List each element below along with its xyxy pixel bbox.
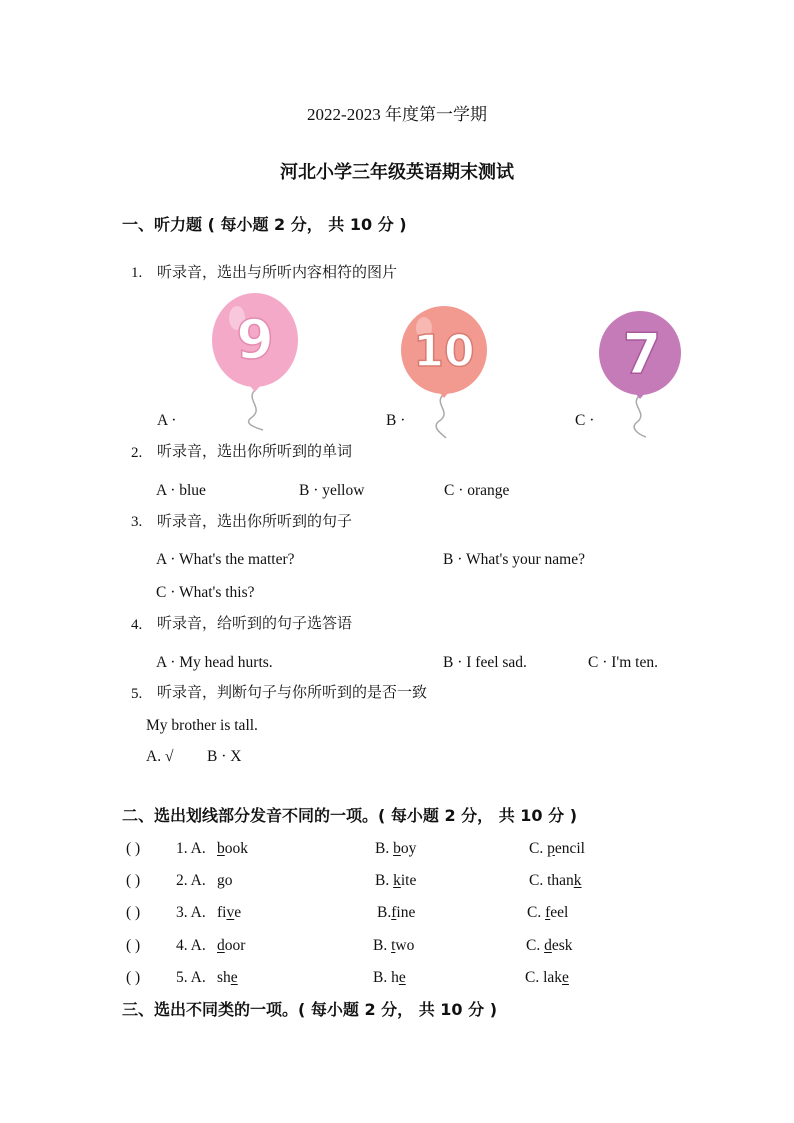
exam-term-title: 2022-2023 年度第一学期 xyxy=(307,105,487,124)
q5-option-a: A. √ xyxy=(146,748,174,765)
section-2-heading: 二、选出划线部分发音不同的一项。( 每小题 2 分， 共 10 分 ) xyxy=(122,806,578,825)
row3-option-b: B.fine xyxy=(377,904,416,921)
row-number: 1. A. xyxy=(176,840,206,857)
row-number: 3. A. xyxy=(176,904,206,921)
row2-option-b: B. kite xyxy=(375,872,417,889)
row4-option-b: B. two xyxy=(373,937,415,954)
q1-text: 听录音，选出与所听内容相符的图片 xyxy=(157,263,398,281)
q4-option-a: A · My head hurts. xyxy=(156,654,273,671)
q4-option-c: C · I'm ten. xyxy=(588,654,658,671)
q5-option-b: B · X xyxy=(207,748,242,765)
row4-option-a: door xyxy=(217,937,246,954)
row1-option-c: C. pencil xyxy=(529,840,585,857)
q4-number: 4. xyxy=(131,617,143,633)
row5-option-a: she xyxy=(217,969,238,986)
q3-text: 听录音，选出你所听到的句子 xyxy=(157,512,353,530)
q5-number: 5. xyxy=(131,686,143,702)
answer-bracket: ( ) xyxy=(126,872,141,889)
q1-number: 1. xyxy=(131,265,143,281)
row5-option-b: B. he xyxy=(373,969,406,986)
q2-option-c: C · orange xyxy=(444,482,510,499)
row-number: 4. A. xyxy=(176,937,206,954)
row-number: 5. A. xyxy=(176,969,206,986)
balloon-9-image xyxy=(205,290,305,435)
q4-option-b: B · I feel sad. xyxy=(443,654,527,671)
row3-option-a: five xyxy=(217,904,242,921)
q5-sentence: My brother is tall. xyxy=(146,717,258,734)
q1-option-a: A · xyxy=(157,412,177,429)
answer-bracket: ( ) xyxy=(126,840,141,857)
balloon-9-label: 9 xyxy=(236,308,274,371)
row1-option-b: B. boy xyxy=(375,840,417,857)
exam-main-title: 河北小学三年级英语期末测试 xyxy=(280,162,514,183)
q2-option-a: A · blue xyxy=(156,482,206,499)
balloon-10-label: 10 xyxy=(413,326,475,377)
answer-bracket: ( ) xyxy=(126,904,141,921)
q5-text: 听录音，判断句子与你所听到的是否一致 xyxy=(157,683,428,701)
q3-option-b: B · What's your name? xyxy=(443,551,585,568)
answer-bracket: ( ) xyxy=(126,969,141,986)
section-1-heading: 一、听力题 ( 每小题 2 分， 共 10 分 ) xyxy=(122,215,407,234)
q1-option-b: B · xyxy=(386,412,406,429)
q4-text: 听录音，给听到的句子选答语 xyxy=(157,614,353,632)
q2-option-b: B · yellow xyxy=(299,482,365,499)
balloon-7-image xyxy=(592,305,692,440)
q1-option-c: C · xyxy=(575,412,595,429)
q2-number: 2. xyxy=(131,445,143,461)
row-number: 2. A. xyxy=(176,872,206,889)
q3-number: 3. xyxy=(131,514,143,530)
balloon-10-image xyxy=(394,300,494,440)
row4-option-c: C. desk xyxy=(526,937,573,954)
q3-option-c: C · What's this? xyxy=(156,584,255,601)
q2-text: 听录音，选出你所听到的单词 xyxy=(157,442,353,460)
section-3-heading: 三、选出不同类的一项。( 每小题 2 分， 共 10 分 ) xyxy=(122,1000,498,1019)
q3-option-a: A · What's the matter? xyxy=(156,551,295,568)
answer-bracket: ( ) xyxy=(126,937,141,954)
row5-option-c: C. lake xyxy=(525,969,569,986)
row2-option-c: C. thank xyxy=(529,872,582,889)
row2-option-a: go xyxy=(217,872,233,889)
balloon-7-label: 7 xyxy=(622,322,662,387)
row3-option-c: C. feel xyxy=(527,904,569,921)
row1-option-a: book xyxy=(217,840,248,857)
